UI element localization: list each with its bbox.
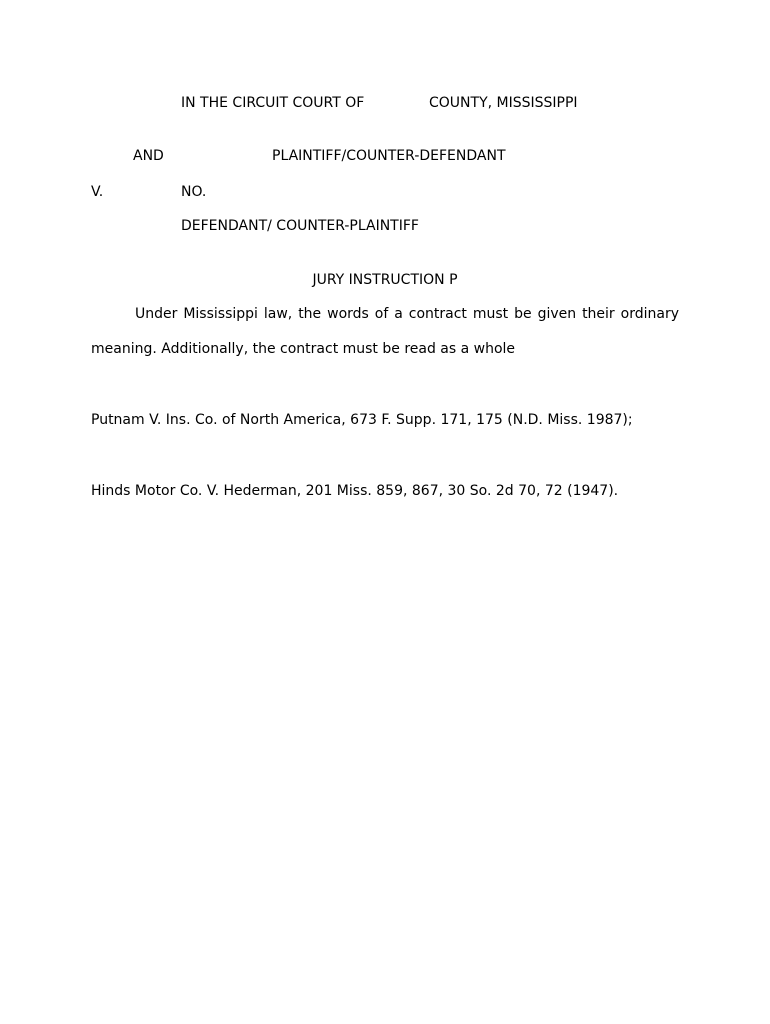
citation-2: Hinds Motor Co. V. Hederman, 201 Miss. 859, 867, 30 So. 2d 70, 72 (1947).: [91, 483, 619, 499]
instruction-body: Under Mississippi law, the words of a contract must be given their ordinary meaning. Additionally, the contract must be read as a whole: [91, 306, 679, 357]
instruction-title: JURY INSTRUCTION P: [312, 272, 458, 288]
case-number-label: NO.: [181, 184, 207, 200]
versus-label: V.: [91, 184, 104, 200]
court-heading-right: COUNTY, MISSISSIPPI: [429, 95, 578, 111]
and-label: AND: [133, 148, 164, 164]
citation-1: Putnam V. Ins. Co. of North America, 673 F. Supp. 171, 175 (N.D. Miss. 1987);: [91, 412, 633, 428]
defendant-label: DEFENDANT/ COUNTER-PLAINTIFF: [181, 218, 419, 234]
plaintiff-label: PLAINTIFF/COUNTER-DEFENDANT: [272, 148, 506, 164]
court-heading-left: IN THE CIRCUIT COURT OF: [181, 95, 365, 111]
